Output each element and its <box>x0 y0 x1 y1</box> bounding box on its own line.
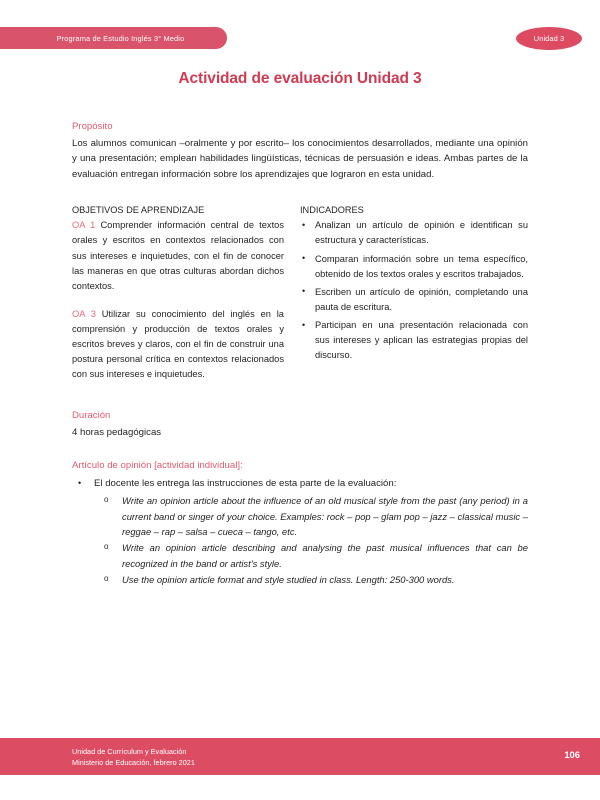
bullet-icon: • <box>302 319 306 330</box>
footer-line-1: Unidad de Currículum y Evaluación <box>72 747 187 756</box>
list-item <box>94 572 528 587</box>
objetivo-text: Utilizar su conocimiento del inglés en la comprensión y producción de textos orales y escritos breves y claros, con el fin de construir una postura personal crítica en contextos relacionados con sus intereses e inquietudes. <box>72 308 284 380</box>
indicadores-column <box>300 203 528 383</box>
duracion-section <box>72 409 528 440</box>
list-item-text: Analizan un artículo de opinión e identifican su estructura y características. <box>315 220 528 246</box>
circle-bullet-icon: o <box>104 573 109 583</box>
page-footer <box>0 738 600 775</box>
duracion-value: 4 horas pedagógicas <box>72 426 162 438</box>
list-item <box>94 540 528 571</box>
unit-badge-label: Unidad 3 <box>533 34 565 43</box>
list-item-text: Write an opinion article about the influence of an old musical style from the past (any period) in a current band or singer of your choice. Examples: rock – pop – glam pop – jazz – classical music – reggae – rap – salsa – cueca – tango, etc. <box>122 495 528 537</box>
objetivo-item <box>72 307 284 383</box>
indicadores-list <box>300 218 528 363</box>
list-item-text: Comparan información sobre un tema específico, obtenido de los textos orales y escritos trabajados. <box>315 253 528 279</box>
bullet-icon: • <box>302 219 306 230</box>
oa-indicadores-table <box>72 203 528 383</box>
list-item-text: Participan en una presentación relacionada con sus intereses y aplican las estrategias propias del discurso. <box>315 320 528 361</box>
bullet-icon: • <box>302 253 306 263</box>
program-header-label: Programa de Estudio Inglés 3° Medio <box>56 33 185 43</box>
list-item <box>300 318 528 363</box>
circle-bullet-icon: o <box>104 542 109 552</box>
list-item <box>300 218 528 248</box>
articulo-heading: Artículo de opinión [actividad individual]: <box>72 459 243 471</box>
objetivo-item <box>72 218 284 294</box>
circle-bullet-icon: o <box>104 495 109 505</box>
program-header-bar <box>0 27 227 49</box>
list-item <box>94 493 528 539</box>
unit-badge <box>516 27 582 50</box>
proposito-heading: Propósito <box>72 121 113 132</box>
list-item <box>300 252 528 282</box>
page-number: 106 <box>564 749 580 760</box>
list-item <box>72 476 528 588</box>
bullet-icon: • <box>78 477 82 488</box>
footer-institution <box>72 746 195 768</box>
objetivos-column <box>72 203 300 383</box>
objetivos-caption: OBJETIVOS DE APRENDIZAJE <box>72 204 205 215</box>
list-item <box>300 285 528 315</box>
proposito-section <box>72 120 528 183</box>
bullet-icon: • <box>302 286 306 297</box>
footer-line-2: Ministerio de Educación, febrero 2021 <box>72 758 195 768</box>
objetivo-text: Comprender información central de textos orales y escritos en contextos relacionados con sus intereses e inquietudes, con el fin de conocer las maneras en que otras culturas abordan dichos contextos. <box>72 220 284 291</box>
duracion-heading: Duración <box>72 409 111 421</box>
list-item-text: Escriben un artículo de opinión, completando una pauta de escritura. <box>315 286 528 312</box>
objetivo-code: OA 1 <box>72 220 96 231</box>
articulo-section <box>72 459 528 587</box>
indicadores-caption: INDICADORES <box>300 204 364 215</box>
page-title: Actividad de evaluación Unidad 3 <box>178 70 422 87</box>
list-item-text: El docente les entrega las instrucciones de esta parte de la evaluación: <box>94 477 397 489</box>
articulo-sublist <box>94 493 528 587</box>
list-item-text: Write an opinion article describing and analysing the past musical influences that can be recognized in the band or artist’s style. <box>122 542 528 569</box>
objetivo-code: OA 3 <box>72 308 96 319</box>
articulo-list <box>72 476 528 588</box>
document-content <box>72 120 528 588</box>
list-item-text: Use the opinion article format and style studied in class. Length: 250-300 words. <box>122 573 455 585</box>
proposito-text: Los alumnos comunican –oralmente y por escrito– los conocimientos desarrollados, mediante una opinión y una presentación; emplean habilidades lingüísticas, técnicas de persuasión e ideas. Ambas partes de la evaluación entregan información sobre los aprendizajes que lograron en esta unidad. <box>72 137 528 180</box>
